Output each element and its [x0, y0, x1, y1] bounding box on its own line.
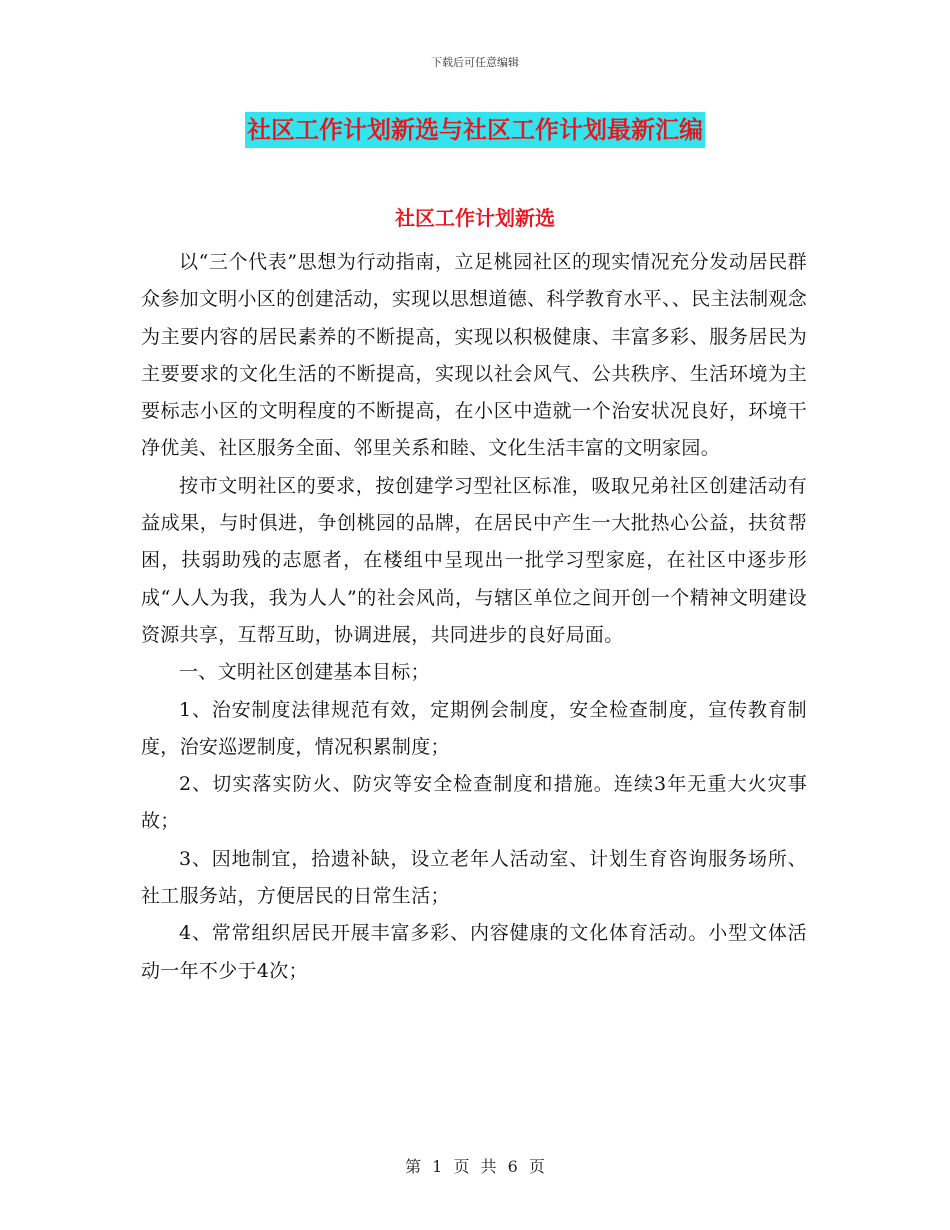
paragraph-5: 2、切实落实防火、防灾等安全检查制度和措施。连续3年无重大火灾事故； [141, 773, 807, 833]
paragraph-7: 4、常常组织居民开展丰富多彩、内容健康的文化体育活动。小型文体活动一年不少于4次； [141, 922, 807, 982]
paragraph-6: 3、因地制宜，拾遗补缺，设立老年人活动室、计划生育咨询服务场所、社工服务站，方便居民的日常生活； [141, 847, 807, 908]
page-number: 第 1 页 共 6 页 [405, 1157, 545, 1176]
main-title-container [0, 112, 950, 148]
document-body [141, 244, 807, 990]
paragraph-3: 一、文明社区创建基本目标； [179, 661, 430, 684]
paragraph-2: 按市文明社区的要求，按创建学习型社区标准，吸取兄弟社区创建活动有益成果，与时俱进，争创桃园的品牌，在居民中产生一大批热心公益，扶贫帮困，扶弱助残的志愿者，在楼组中呈现出一批学习型家庭，在社区中逐步形成“人人为我，我为人人”的社会风尚，与辖区单位之间开创一个精神文明建设资源共享，互帮互助，协调进展，共同进步的良好局面。 [141, 474, 807, 646]
page-header-note: 下载后可任意编辑 [431, 56, 519, 69]
paragraph-4: 1、治安制度法律规范有效，定期例会制度，安全检查制度，宣传教育制度，治安巡逻制度，情况积累制度； [141, 698, 807, 758]
paragraph-1: 以“三个代表”思想为行动指南，立足桃园社区的现实情况充分发动居民群众参加文明小区的创建活动，实现以思想道德、科学教育水平、、民主法制观念为主要内容的居民素养的不断提高，实现以积极健康、丰富多彩、服务居民为主要要求的文化生活的不断提高，实现以社会风气、公共秩序、生活环境为主要标志小区的文明程度的不断提高，在小区中造就一个治安状况良好，环境干净优美、社区服务全面、邻里关系和睦、文化生活丰富的文明家园。 [141, 251, 808, 460]
main-title: 社区工作计划新选与社区工作计划最新汇编 [245, 112, 705, 148]
section-title: 社区工作计划新选 [395, 206, 555, 230]
